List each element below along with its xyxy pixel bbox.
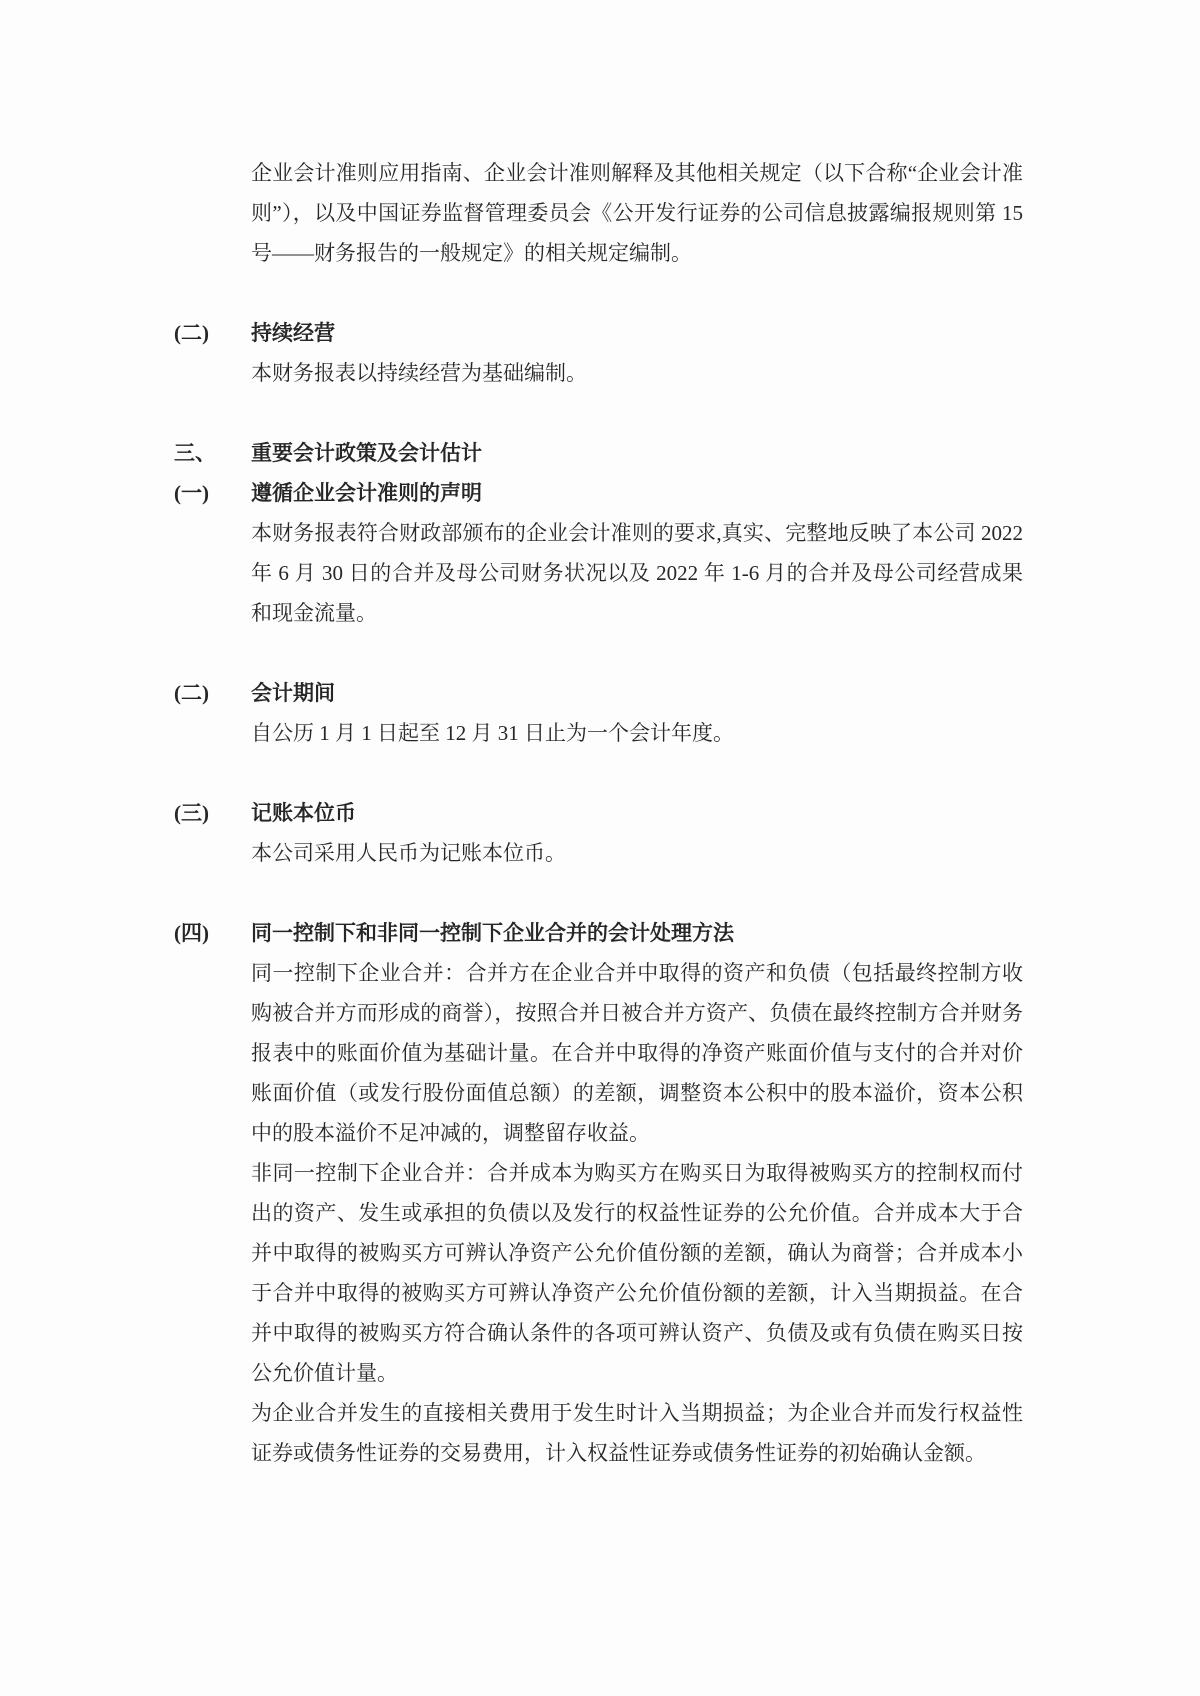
section-number-label: 三、: [174, 441, 216, 465]
body-paragraph: 本财务报表以持续经营为基础编制。: [251, 361, 587, 385]
section-title: 重要会计政策及会计估计: [251, 441, 482, 465]
section-title: 持续经营: [251, 321, 335, 345]
section-number-label: (三): [174, 801, 209, 825]
section-body: [251, 833, 1022, 873]
section-accounting-period: [174, 673, 1022, 753]
section-heading: [174, 793, 1022, 833]
section-heading: [174, 913, 1022, 953]
section-body: [251, 513, 1022, 633]
section-body: [251, 353, 1022, 393]
section-number-label: (四): [174, 921, 209, 945]
section-body: [251, 713, 1022, 753]
section-heading: [174, 673, 1022, 713]
section-number-label: (一): [174, 481, 209, 505]
body-paragraph: 本公司采用人民币为记账本位币。: [251, 841, 566, 865]
body-paragraph: 本财务报表符合财政部颁布的企业会计准则的要求,真实、完整地反映了本公司 2022 年 6 月 30 日的合并及母公司财务状况以及 2022 年 1-6 月的合并及母公司经营成果和现金流量。: [251, 521, 1023, 625]
body-paragraph: 同一控制下企业合并：合并方在企业合并中取得的资产和负债（包括最终控制方收购被合并方而形成的商誉），按照合并日被合并方资产、负债在最终控制方合并财务报表中的账面价值为基础计量。在合并中取得的净资产账面价值与支付的合并对价账面价值（或发行股份面值总额）的差额，调整资本公积中的股本溢价，资本公积中的股本溢价不足冲减的，调整留存收益。: [251, 961, 1023, 1145]
section-number-label: (二): [174, 321, 209, 345]
body-paragraph: 自公历 1 月 1 日起至 12 月 31 日止为一个会计年度。: [251, 721, 734, 745]
section-compliance-statement: [174, 473, 1022, 633]
section-heading: [174, 313, 1022, 353]
section-body: [251, 953, 1022, 1473]
section-going-concern: [174, 313, 1022, 393]
section-business-combination: [174, 913, 1022, 1473]
section-title: 记账本位币: [251, 801, 356, 825]
section-heading: [174, 433, 1022, 473]
section-number-label: (二): [174, 681, 209, 705]
section-title: 遵循企业会计准则的声明: [251, 481, 482, 505]
intro-continuation-paragraph: 企业会计准则应用指南、企业会计准则解释及其他相关规定（以下合称“企业会计准则”），以及中国证券监督管理委员会《公开发行证券的公司信息披露编报规则第 15 号——财务报告的一般规定》的相关规定编制。: [251, 161, 1023, 265]
body-paragraph: 为企业合并发生的直接相关费用于发生时计入当期损益；为企业合并而发行权益性证券或债务性证券的交易费用，计入权益性证券或债务性证券的初始确认金额。: [251, 1401, 1023, 1465]
section-major-accounting-policies: [174, 433, 1022, 473]
body-paragraph: 非同一控制下企业合并：合并成本为购买方在购买日为取得被购买方的控制权而付出的资产、发生或承担的负债以及发行的权益性证券的公允价值。合并成本大于合并中取得的被购买方可辨认净资产公允价值份额的差额，确认为商誉；合并成本小于合并中取得的被购买方可辨认净资产公允价值份额的差额，计入当期损益。在合并中取得的被购买方符合确认条件的各项可辨认资产、负债及或有负债在购买日按公允价值计量。: [251, 1161, 1023, 1385]
section-title: 同一控制下和非同一控制下企业合并的会计处理方法: [251, 921, 734, 945]
section-functional-currency: [174, 793, 1022, 873]
section-title: 会计期间: [251, 681, 335, 705]
section-heading: [174, 473, 1022, 513]
